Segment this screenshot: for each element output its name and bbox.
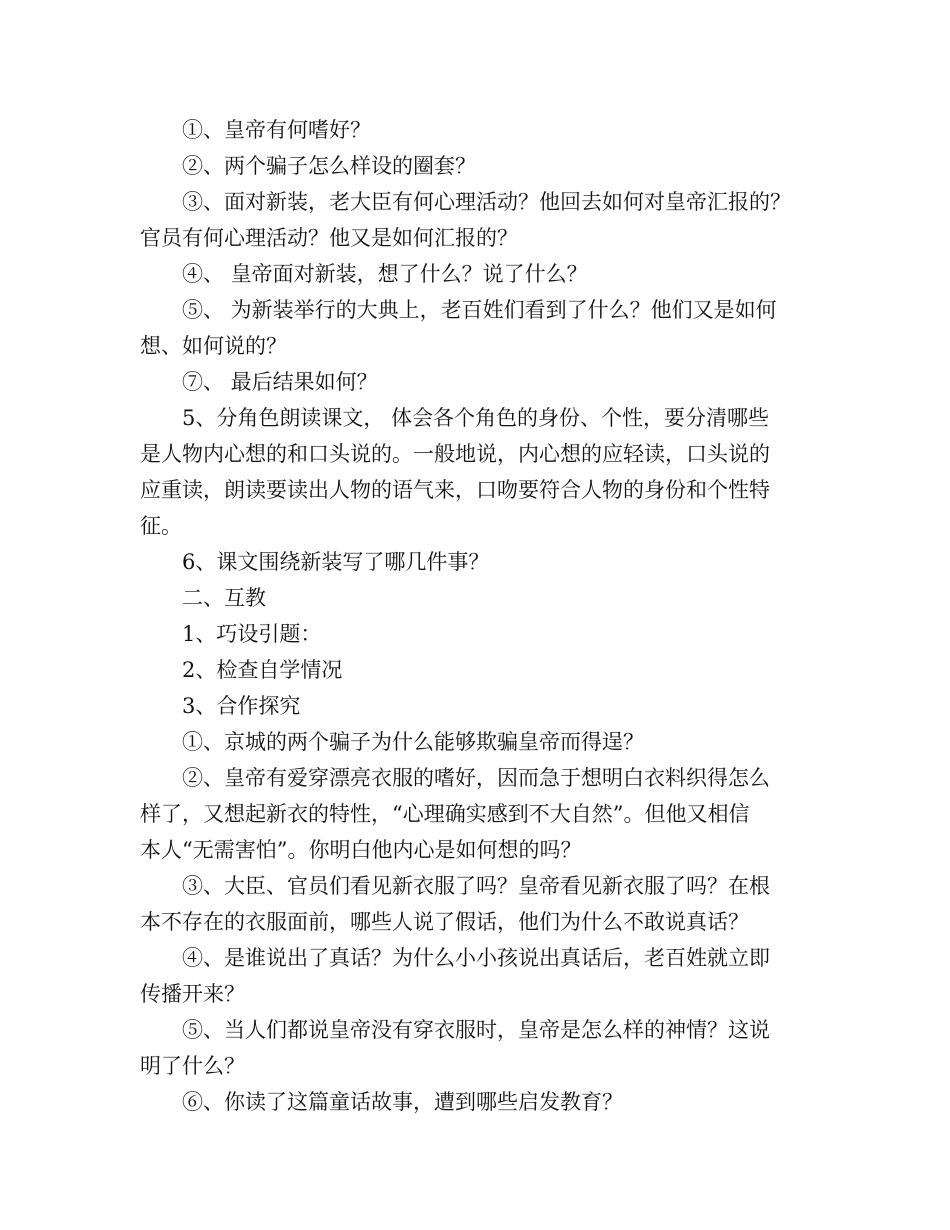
paragraph [140,292,812,364]
text-line: 2、检查自学情况 [182,658,343,682]
paragraph [140,1084,812,1120]
paragraph [140,688,812,724]
text-line: 样了，又想起新衣的特性，“心理确实感到不大自然”。但他又相信 [140,802,750,826]
paragraph [140,724,812,760]
text-line: ①、皇帝有何嗜好？ [182,118,371,142]
text-line: 本不存在的衣服面前，哪些人说了假话，他们为什么不敢说真话？ [140,910,749,934]
text-line: 本人“无需害怕”。你明白他内心是如何想的吗？ [140,838,582,862]
text-line: ④、是谁说出了真话？为什么小小孩说出真话后，老百姓就立即 [182,946,770,970]
text-line: 二、互教 [182,586,266,610]
text-line: ⑤、当人们都说皇帝没有穿衣服时，皇帝是怎么样的神情？这说 [182,1018,770,1042]
text-line: 传播开来？ [140,982,245,1006]
section-heading [140,580,812,616]
paragraph [140,544,812,580]
text-line: ①、京城的两个骗子为什么能够欺骗皇帝而得逞？ [182,730,644,754]
text-line: ⑤、 为新装举行的大典上，老百姓们看到了什么？他们又是如何 [182,298,777,322]
text-line: 官员有何心理活动？他又是如何汇报的？ [140,226,518,250]
paragraph [140,616,812,652]
text-line: ⑦、 最后结果如何？ [182,370,378,394]
text-line: ②、皇帝有爱穿漂亮衣服的嗜好，因而急于想明白衣料织得怎么 [182,766,770,790]
text-line: 明了什么？ [140,1054,245,1078]
text-line: 是人物内心想的和口头说的。一般地说，内心想的应轻读，口头说的 [140,442,770,466]
paragraph [140,184,812,256]
paragraph [140,256,812,292]
text-line: ③、大臣、官员们看见新衣服了吗？皇帝看见新衣服了吗？在根 [182,874,770,898]
text-line: 应重读，朗读要读出人物的语气来，口吻要符合人物的身份和个性特 [140,478,770,502]
text-line: 想、如何说的？ [140,334,287,358]
paragraph [140,940,812,1012]
paragraph [140,760,812,868]
document-page [140,112,812,1120]
paragraph [140,400,812,544]
text-line: 6、课文围绕新装写了哪几件事？ [182,550,490,574]
paragraph [140,868,812,940]
paragraph [140,652,812,688]
text-line: ②、两个骗子怎么样设的圈套？ [182,154,476,178]
text-line: ⑥、你读了这篇童话故事，遭到哪些启发教育？ [182,1090,623,1114]
text-line: 3、合作探究 [182,694,301,718]
paragraph [140,1012,812,1084]
paragraph [140,112,812,148]
text-line: 5、分角色朗读课文， 体会各个角色的身份、个性，要分清哪些 [182,406,770,430]
text-line: ④、 皇帝面对新装，想了什么？说了什么？ [182,262,588,286]
text-line: 征。 [140,514,182,538]
text-line: 1、巧设引题： [182,622,322,646]
text-line: ③、面对新装，老大臣有何心理活动？他回去如何对皇帝汇报的？ [182,190,791,214]
paragraph [140,148,812,184]
paragraph [140,364,812,400]
